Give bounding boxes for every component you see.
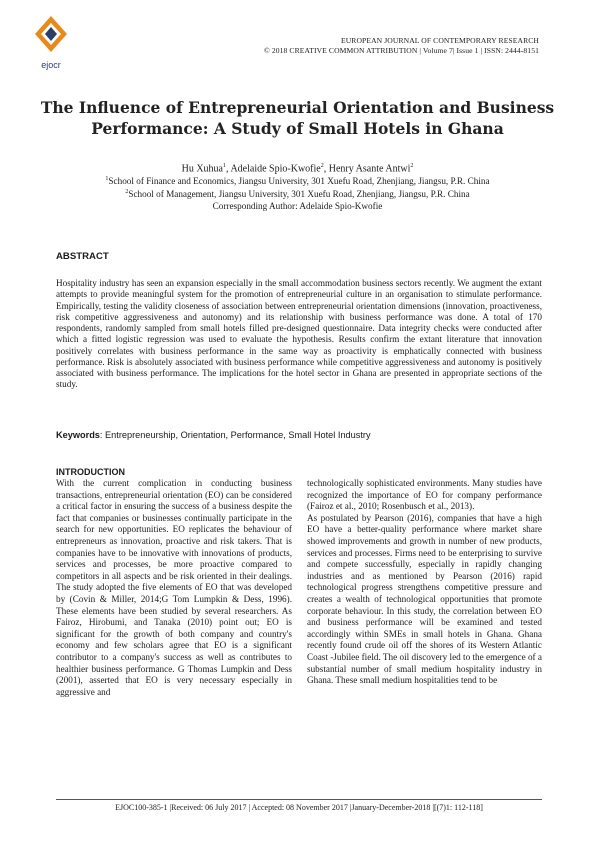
keywords-label: Keywords bbox=[56, 430, 100, 440]
author-affiliation-mark: 1 bbox=[223, 163, 226, 169]
footer-citation: EJOC100-385-1 |Received: 06 July 2017 | Accepted: 08 November 2017 |January-December-2018 |[(7)1: 112-118] bbox=[115, 803, 483, 812]
body-column-right bbox=[307, 478, 542, 687]
author-list: Hu Xuhua$^1$, Adelaide Spio-Kwofie$^2$, Henry Asante Antwi$^2$ bbox=[181, 163, 414, 175]
keywords bbox=[56, 430, 371, 440]
journal-name: EUROPEAN JOURNAL OF CONTEMPORARY RESEARCH bbox=[340, 36, 539, 45]
affiliation-text: School of Finance and Economics, Jiangsu University, 301 Xuefu Road, Zhenjiang, Jiangsu, P.R. China bbox=[108, 176, 490, 187]
paper-title: The Influence of Entrepreneurial Orientation and Business Performance: A Study of Small Hotels in Ghana bbox=[40, 98, 555, 138]
footer-divider bbox=[56, 799, 542, 800]
affiliation-mark: 1 bbox=[105, 176, 109, 182]
logo-label: ejocr bbox=[41, 60, 61, 70]
abstract-heading: ABSTRACT bbox=[56, 251, 109, 262]
journal-header bbox=[264, 36, 539, 55]
body-column-left: With the current complication in conducting business transactions, entrepreneurial orientation (EO) can be considered a critical factor in ensuring the success of a business despite the fact that companies or businesses continually participate in the search for new opportunities. EO replicates the behaviour of entrepreneurs as innovation, proactive and risk takers. That is companies have to be innovative with innovations of products, services and processes, be more proactive compared to competitors in all aspects and be risk oriented in their dealings. The study adopted the five elements of EO that was developed by (Covin & Miller, 2014;G Tom Lumpkin & Dess, 1996). These elements have been studied by several researchers. As Fairoz, Hirobumi, and Tanaka (2010) point out; EO is significant for the growth of both company and country's economy and few scholars agree that EO is a significant contributor to a company's success as well as contributes to healthier business performance. G Thomas Lumpkin and Dess (2001), asserted that EO is very necessary especially in aggressive and bbox=[56, 478, 292, 697]
author-name: Henry Asante Antwi bbox=[328, 163, 411, 175]
author-name: Adelaide Spio-Kwofie bbox=[230, 163, 321, 175]
journal-info: © 2018 CREATIVE COMMON ATTRIBUTION | Volume 7| Issue 1 | ISSN: 2444-8151 bbox=[263, 45, 539, 55]
affiliations bbox=[40, 174, 555, 212]
diamond-logo-icon bbox=[33, 14, 69, 60]
abstract-text: Hospitality industry has seen an expansion especially in the small accommodation business sectors recently. We augment the extant attempts to provide meaningful system for the promotion of entrepreneurial culture in an organisation to stimulate performance. Empirically, testing the validity closeness of association between entrepreneurial orientation dimensions (innovation, proactiveness, risk competitive aggressiveness and autonomy) and its relationship with business performance was done. A total of 170 respondents, randomly sampled from small hotels filled pre-designed questionnaire. Data integrity checks were conducted after which a fitted logistic regression was used to evaluate the hypothesis. Results confirm the extant literature that innovation positively correlates with business performance in the same way as proactivity is emphatically connected with business performance. Risk is absolutely associated with business performance while competitive aggressiveness and autonomy is positively associated with business performance. The implications for the hotel sector in Ghana are presented in appropriate sections of the study. bbox=[56, 278, 542, 390]
affiliation bbox=[40, 174, 555, 187]
author-affiliation-mark: 2 bbox=[320, 163, 324, 169]
journal-logo bbox=[33, 14, 69, 72]
paragraph: As postulated by Pearson (2016), companies that have a high EO have a better-quality performance where market share showed improvements and growth in number of new products, services and processes. Firms need to be enterprising to survive and compete successfully, especially in rapidly changing industries and as mentioned by Pearson (2016) rapid technological progress strengthens competitive pressure and creates a wealth of technological opportunities that promote corporate behaviour. In this study, the correlation between EO and business performance will be examined and tested accordingly within SMEs in small hotels in Ghana. Ghana recently found crude oil off the shores of its Western Atlantic Coast -Jubilee field. The oil discovery led to the emergence of a substantial number of small medium hospitality industry in Ghana. These small medium hospitalities tend to be bbox=[307, 512, 542, 686]
keywords-text: : Entrepreneurship, Orientation, Performance, Small Hotel Industry bbox=[99, 430, 371, 440]
paragraph: technologically sophisticated environments. Many studies have recognized the importance of EO for company performance (Fairoz et al., 2010; Rosenbusch et al., 2013). bbox=[307, 478, 542, 512]
corresponding-author: Corresponding Author: Adelaide Spio-Kwofie bbox=[212, 200, 383, 211]
affiliation bbox=[40, 187, 555, 200]
author-affiliation-mark: 2 bbox=[410, 163, 414, 169]
section-heading: INTRODUCTION bbox=[56, 467, 125, 477]
author-name: Hu Xuhua bbox=[181, 163, 223, 175]
affiliation-mark: 2 bbox=[125, 189, 129, 196]
affiliation-text: School of Management, Jiangsu University, 301 Xuefu Road, Zhenjiang, Jiangsu, P.R. China bbox=[128, 189, 470, 200]
